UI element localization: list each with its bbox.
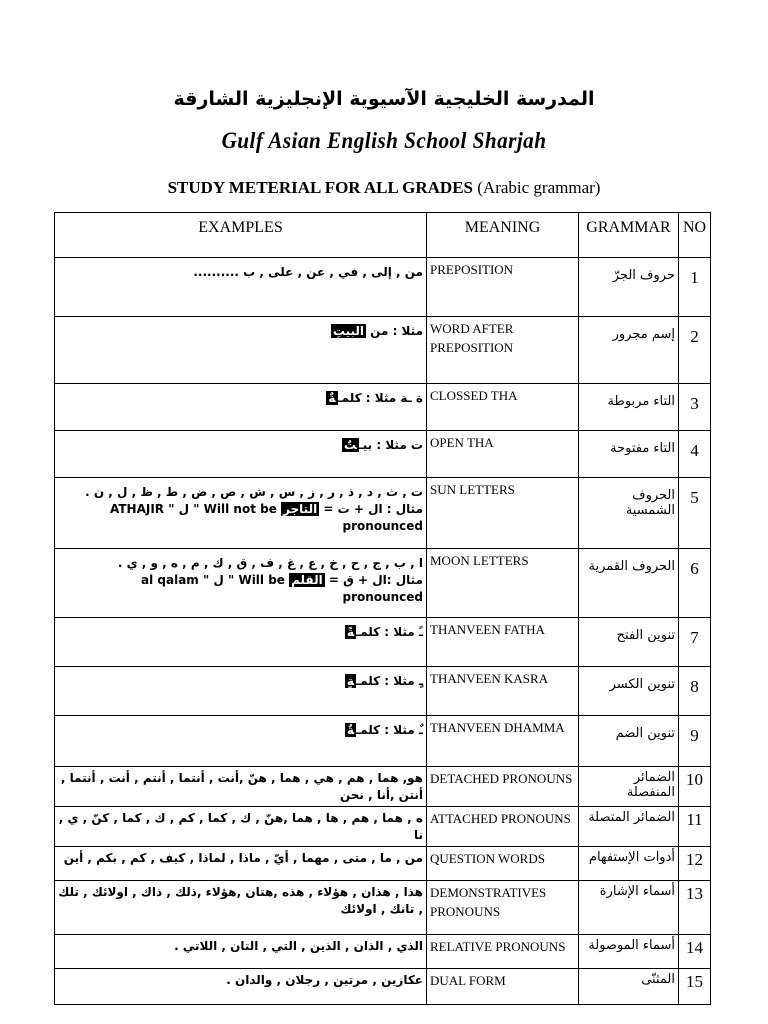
example-cell: ت , ث , د , ذ , ر , ز , س , ش , ص , ض , ط , ظ , ل , ن . مثال : ال + ت = التاجر ATHAJIR " ل " Will not be pronounced xyxy=(55,478,427,549)
table-row xyxy=(55,881,711,935)
table-row xyxy=(55,716,711,767)
grammar-cell: أدوات الإستفهام xyxy=(579,847,679,881)
row-number: 1 xyxy=(679,258,711,317)
row-number: 14 xyxy=(679,935,711,969)
highlighted-word: ةٌ xyxy=(346,723,355,737)
meaning-cell: WORD AFTER PREPOSITION xyxy=(427,317,579,384)
row-number: 12 xyxy=(679,847,711,881)
row-number: 9 xyxy=(679,716,711,767)
table-row xyxy=(55,807,711,847)
table-row xyxy=(55,431,711,478)
table-row xyxy=(55,935,711,969)
grammar-cell: الضمائر المتصلة xyxy=(579,807,679,847)
header-meaning: MEANING xyxy=(427,213,579,258)
row-number: 10 xyxy=(679,767,711,807)
grammar-cell: حروف الجرّ xyxy=(579,258,679,317)
row-number: 3 xyxy=(679,384,711,431)
grammar-cell: التاء مفتوحة xyxy=(579,431,679,478)
example-cell: من , إلى , في , عن , على , ب .......... xyxy=(55,258,427,317)
highlighted-word: تٌ xyxy=(343,438,357,452)
grammar-cell: تنوين الكسر xyxy=(579,667,679,716)
grammar-cell: الضمائر المنفصلة xyxy=(579,767,679,807)
grammar-cell: أسماء الموصولة xyxy=(579,935,679,969)
grammar-cell: تنوين الفتح xyxy=(579,618,679,667)
table-row xyxy=(55,258,711,317)
meaning-cell: DETACHED PRONOUNS xyxy=(427,767,579,807)
highlighted-word: ةٍ xyxy=(346,674,355,688)
row-number: 6 xyxy=(679,549,711,618)
example-cell: عكازين , مرتين , رجلان , والدان . xyxy=(55,969,427,1005)
header-examples: EXAMPLES xyxy=(55,213,427,258)
meaning-cell: SUN LETTERS xyxy=(427,478,579,549)
meaning-cell: THANVEEN FATHA xyxy=(427,618,579,667)
row-number: 13 xyxy=(679,881,711,935)
example-cell: ـٌ مثلا : كلمـةٌ xyxy=(55,716,427,767)
subtitle-paren: (Arabic grammar) xyxy=(473,178,601,197)
table-row xyxy=(55,478,711,549)
grammar-cell: المثنّى xyxy=(579,969,679,1005)
school-title-english: Gulf Asian English School Sharjah xyxy=(221,128,547,153)
meaning-cell: CLOSSED THA xyxy=(427,384,579,431)
subtitle-main: STUDY METERIAL FOR ALL GRADES xyxy=(167,178,473,197)
example-note: مثال :ال + ق = القلم al qalam " ل " Will be pronounced xyxy=(141,573,423,604)
school-title-arabic: المدرسة الخليجية الآسيوية الإنجليزية الشارقة xyxy=(173,88,595,110)
meaning-cell: DEMONSTRATIVES PRONOUNS xyxy=(427,881,579,935)
meaning-cell: QUESTION WORDS xyxy=(427,847,579,881)
grammar-table xyxy=(54,212,711,1005)
meaning-cell: THANVEEN KASRA xyxy=(427,667,579,716)
highlighted-word: البيتِ xyxy=(332,324,364,338)
example-cell: من , ما , متى , مهما , أيّ , ماذا , لماذا , كيف , كم , بكم , أين xyxy=(55,847,427,881)
table-row xyxy=(55,317,711,384)
document-subtitle xyxy=(0,178,768,198)
example-cell: ـٍ مثلا : كلمـةٍ xyxy=(55,667,427,716)
example-cell: الذي , الذان , الذين , التي , التان , اللاتي . xyxy=(55,935,427,969)
example-cell: هو, هما , هم , هي , هما , هنّ ,أنت , أنتما , أنتم , أنت , أنتما , أنتن ,أنا , نحن xyxy=(55,767,427,807)
grammar-cell: تنوين الضم xyxy=(579,716,679,767)
highlighted-word: ةٌ xyxy=(328,391,336,405)
example-note: مثال : ال + ت = التاجر ATHAJIR " ل " Will not be pronounced xyxy=(109,502,423,533)
example-cell: ت مثلا : بيـتٌ xyxy=(55,431,427,478)
table-row xyxy=(55,767,711,807)
grammar-cell: الحروف الشمسية xyxy=(579,478,679,549)
highlighted-word: ةً xyxy=(346,625,355,639)
row-number: 7 xyxy=(679,618,711,667)
grammar-cell: الحروف القمرية xyxy=(579,549,679,618)
highlighted-word: القلم xyxy=(291,573,323,587)
row-number: 15 xyxy=(679,969,711,1005)
row-number: 8 xyxy=(679,667,711,716)
example-cell: ه , هما , هم , ها , هما ,هنّ , ك , كما , كم , ك , كما , كنّ , ي , نا xyxy=(55,807,427,847)
table-header-row xyxy=(55,213,711,258)
example-cell: هذا , هذان , هؤلاء , هذه ,هتان ,هؤلاء ,ذلك , ذاك , اولائك , تلك , تانك , اولائك xyxy=(55,881,427,935)
header-grammar: GRAMMAR xyxy=(579,213,679,258)
meaning-cell: THANVEEN DHAMMA xyxy=(427,716,579,767)
row-number: 2 xyxy=(679,317,711,384)
table-row xyxy=(55,384,711,431)
meaning-cell: ATTACHED PRONOUNS xyxy=(427,807,579,847)
table-row xyxy=(55,847,711,881)
table-row xyxy=(55,618,711,667)
row-number: 11 xyxy=(679,807,711,847)
meaning-cell: MOON LETTERS xyxy=(427,549,579,618)
row-number: 4 xyxy=(679,431,711,478)
table-row xyxy=(55,549,711,618)
example-cell: ـً مثلا : كلمـةً xyxy=(55,618,427,667)
grammar-cell: التاء مربوطة xyxy=(579,384,679,431)
header-no: NO xyxy=(679,213,711,258)
grammar-cell: إسم مجرور xyxy=(579,317,679,384)
meaning-cell: RELATIVE PRONOUNS xyxy=(427,935,579,969)
table-row xyxy=(55,667,711,716)
grammar-cell: أسماء الإشارة xyxy=(579,881,679,935)
example-cell: ا , ب , ج , ح , خ , ع , غ , ف , ق , ك , م , ه , و , ي . مثال :ال + ق = القلم al qalam " ل " Will be pronounced xyxy=(55,549,427,618)
example-cell: ة ـة مثلا : كلمـةٌ xyxy=(55,384,427,431)
meaning-cell: OPEN THA xyxy=(427,431,579,478)
meaning-cell: DUAL FORM xyxy=(427,969,579,1005)
example-cell: مثلا : من البيتِ xyxy=(55,317,427,384)
meaning-cell: PREPOSITION xyxy=(427,258,579,317)
highlighted-word: التاجر xyxy=(283,502,318,516)
table-row xyxy=(55,969,711,1005)
row-number: 5 xyxy=(679,478,711,549)
